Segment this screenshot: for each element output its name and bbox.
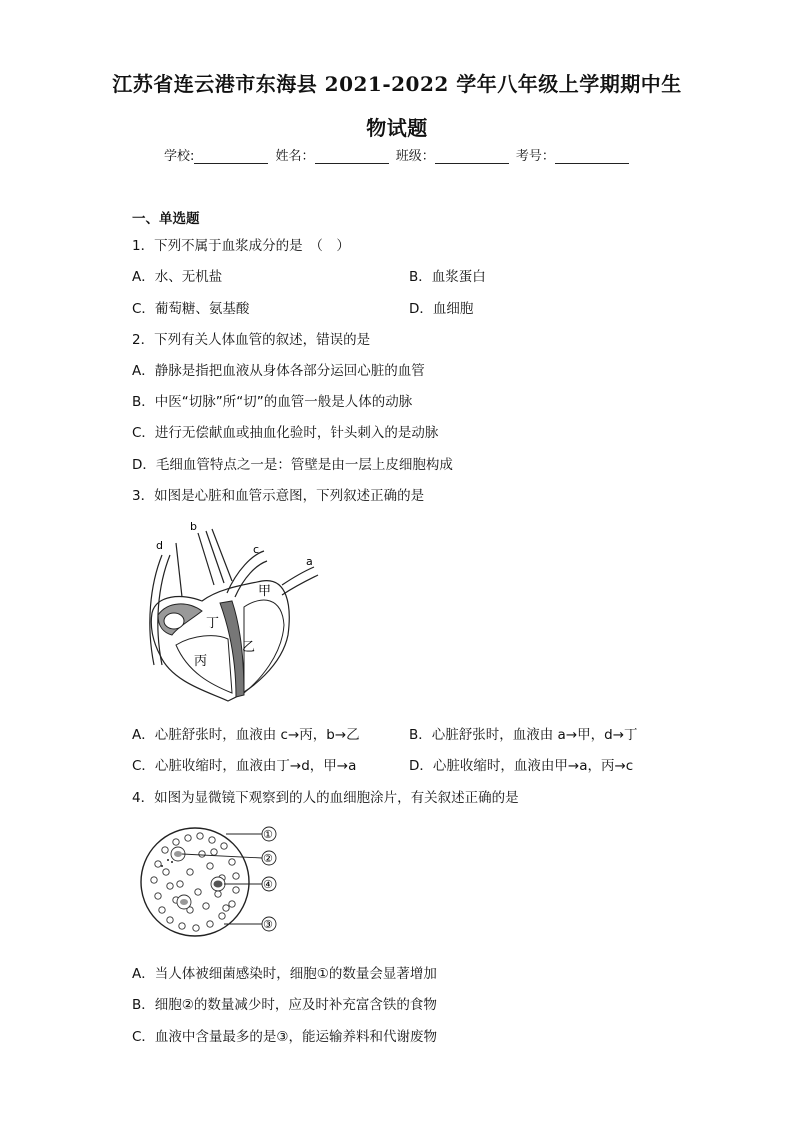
number-blank[interactable] bbox=[555, 149, 629, 164]
q4-stem: 4．如图为显微镜下观察到的人的血细胞涂片，有关叙述正确的是 bbox=[132, 790, 519, 806]
label-a: a bbox=[306, 555, 313, 568]
q2-option-b: B．中医“切脉”所“切”的血管一般是人体的动脉 bbox=[132, 394, 413, 410]
q3-stem: 3．如图是心脏和血管示意图，下列叙述正确的是 bbox=[132, 488, 425, 504]
q1-option-d: D．血细胞 bbox=[409, 301, 474, 317]
class-label: 班级： bbox=[395, 149, 435, 164]
label-3: ③ bbox=[263, 918, 273, 931]
blood-smear-diagram bbox=[140, 820, 290, 946]
q3-option-c: C．心脏收缩时，血液由丁→d，甲→a bbox=[132, 758, 357, 774]
class-blank[interactable] bbox=[435, 149, 509, 164]
q2-stem: 2．下列有关人体血管的叙述，错误的是 bbox=[132, 332, 371, 348]
school-label: 学校: bbox=[164, 149, 195, 164]
q3-option-b: B．心脏舒张时，血液由 a→甲，d→丁 bbox=[409, 727, 638, 743]
school-blank[interactable] bbox=[194, 149, 268, 164]
heart-diagram bbox=[132, 515, 332, 705]
name-label: 姓名： bbox=[275, 149, 315, 164]
label-b: b bbox=[190, 520, 197, 533]
exam-title-line2: 物试题 bbox=[366, 116, 428, 140]
name-blank[interactable] bbox=[315, 149, 389, 164]
q3-option-a: A．心脏舒张时，血液由 c→丙，b→乙 bbox=[132, 727, 360, 743]
q1-option-b: B．血浆蛋白 bbox=[409, 269, 486, 285]
q2-option-a: A．静脉是指把血液从身体各部分运回心脏的血管 bbox=[132, 363, 425, 379]
label-bing: 丙 bbox=[194, 654, 208, 669]
q3-option-d: D．心脏收缩时，血液由甲→a，丙→c bbox=[409, 758, 634, 774]
label-d: d bbox=[156, 539, 163, 552]
q2-option-c: C．进行无偿献血或抽血化验时，针头刺入的是动脉 bbox=[132, 425, 439, 441]
microscope-field bbox=[141, 828, 249, 936]
label-1: ① bbox=[263, 828, 273, 841]
q4-option-b: B．细胞②的数量减少时，应及时补充富含铁的食物 bbox=[132, 997, 437, 1013]
label-2: ② bbox=[263, 852, 273, 865]
q4-option-c: C．血液中含量最多的是③，能运输养料和代谢废物 bbox=[132, 1029, 438, 1045]
student-info-row bbox=[164, 145, 632, 164]
label-yi: 乙 bbox=[242, 640, 256, 655]
heart-septum bbox=[220, 601, 244, 697]
label-ding: 丁 bbox=[206, 616, 220, 631]
number-label: 考号： bbox=[515, 149, 555, 164]
q1-stem: 1．下列不属于血浆成分的是 （ ） bbox=[132, 238, 350, 254]
label-c: c bbox=[253, 543, 260, 556]
q2-option-d: D．毛细血管特点之一是：管壁是由一层上皮细胞构成 bbox=[132, 457, 453, 473]
section-heading: 一、单选题 bbox=[132, 211, 200, 227]
label-jia: 甲 bbox=[258, 584, 272, 599]
q1-option-c: C．葡萄糖、氨基酸 bbox=[132, 301, 250, 317]
q1-option-a: A．水、无机盐 bbox=[132, 269, 223, 285]
exam-title-line1: 江苏省连云港市东海县 2021-2022 学年八年级上学期期中生 bbox=[112, 72, 682, 96]
label-4: ④ bbox=[263, 878, 273, 891]
q4-option-a: A．当人体被细菌感染时，细胞①的数量会显著增加 bbox=[132, 966, 437, 982]
